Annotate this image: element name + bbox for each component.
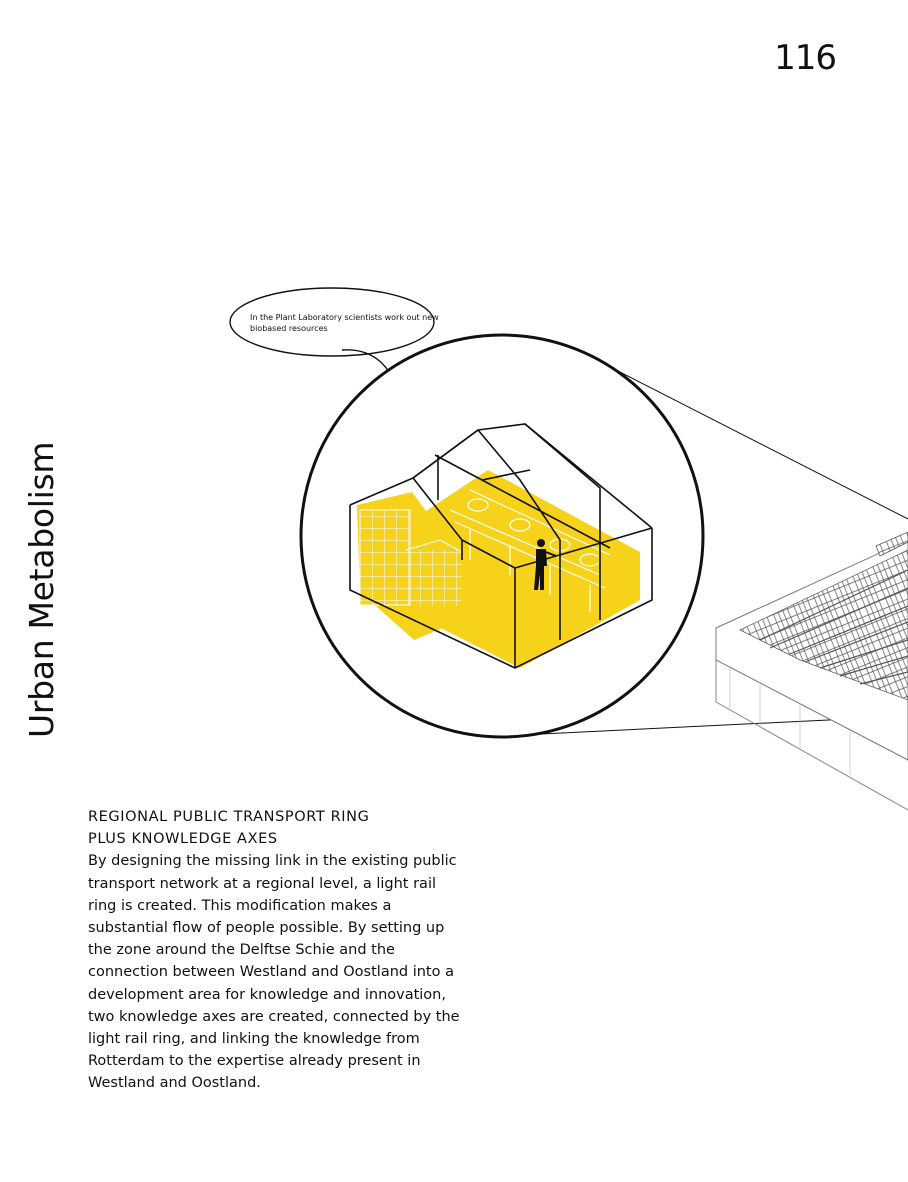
article-heading-line2: PLUS KNOWLEDGE AXES <box>88 831 278 848</box>
article-body: By designing the missing link in the existing public transport network at a regional level, a light rail ring is created. This modification makes a substantial flow of people possible. By setting up the zone around the Delftse Schie and the connection between Westland and Oostland into a development area for knowledge and innovation, two knowledge axes are created, connected by the light rail ring, and linking the knowledge from Rotterdam to the expertise already present in Westland and Oostland. <box>88 853 460 1092</box>
article-text <box>88 806 460 1095</box>
section-title: Urban Metabolism <box>22 441 61 738</box>
page-number: 116 <box>774 38 836 78</box>
bubble-caption: In the Plant Laboratory scientists work out new biobased resources <box>250 313 439 333</box>
article-heading-line1: REGIONAL PUBLIC TRANSPORT RING <box>88 809 370 825</box>
